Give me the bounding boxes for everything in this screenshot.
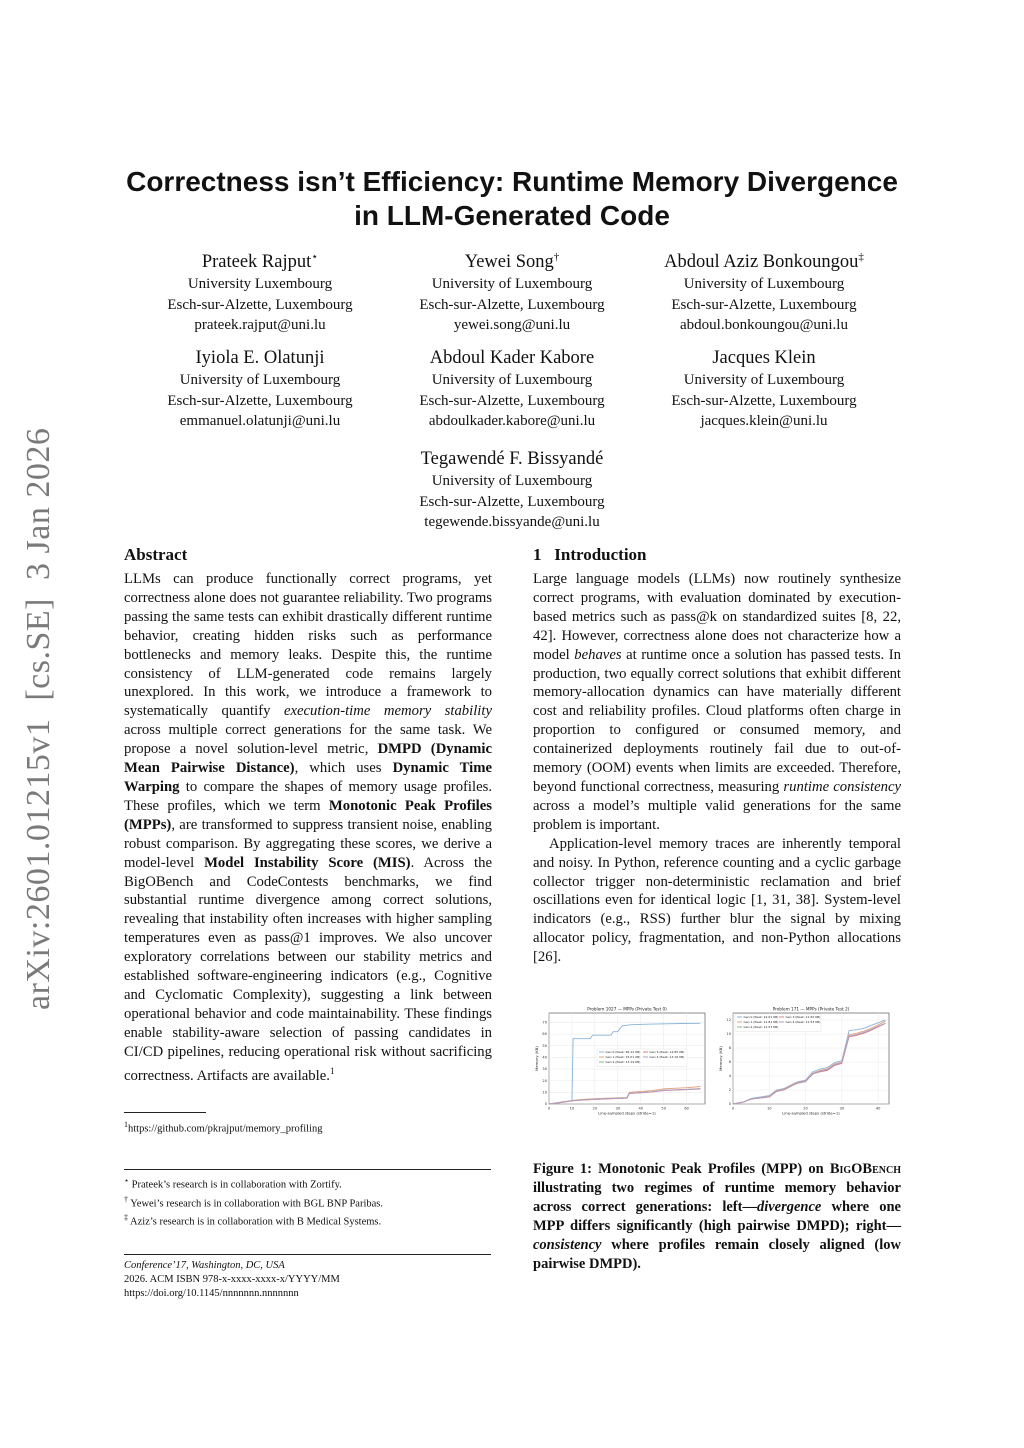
author-name: Abdoul Aziz Bonkoungou [664, 252, 859, 273]
y-tick-label: 4 [728, 1074, 731, 1079]
title-line-1: Correctness isn’t Efficiency: Runtime Memory Divergence [126, 166, 898, 197]
author-location: Esch-sur-Alzette, Luxembourg [167, 296, 353, 313]
x-tick-label: 0 [731, 1106, 735, 1111]
legend-entry: Gen 0 (Peak: 12.01 KB) [743, 1015, 779, 1020]
abstract-heading: Abstract [124, 545, 188, 564]
author-affiliation: University of Luxembourg [683, 276, 845, 293]
x-tick-label: 30 [839, 1106, 845, 1111]
chart-title: Problem 1027 — MPPs (Private Test 0) [587, 1006, 667, 1012]
x-tick-label: 20 [803, 1106, 808, 1111]
author-email: jacques.klein@uni.lu [700, 413, 828, 429]
author-block-5 [386, 346, 638, 432]
author-notes [124, 1174, 491, 1230]
x-tick-label: 60 [684, 1106, 689, 1111]
author-mark: ⋆ [311, 251, 319, 263]
author-affiliation: University Luxembourg [187, 276, 333, 293]
author-affiliation: University of Luxembourg [683, 372, 845, 388]
y-tick-label: 40 [542, 1055, 547, 1060]
legend-entry: Gen 4 (Peak: 11.53 KB) [785, 1020, 821, 1025]
author-location: Esch-sur-Alzette, Luxembourg [419, 296, 605, 313]
legend-entry: Gen 2 (Peak: 11.53 KB) [743, 1025, 779, 1030]
y-tick-label: 8 [728, 1046, 731, 1051]
legend-entry: Gen 1 (Peak: 11.81 KB) [743, 1020, 779, 1025]
author-email: yewei.song@uni.lu [453, 317, 571, 334]
conference-info [124, 1259, 491, 1301]
abstract-section [124, 544, 492, 1085]
author-affiliation: University of Luxembourg [431, 276, 593, 293]
x-tick-label: 40 [875, 1106, 881, 1111]
x-tick-label: 30 [615, 1106, 621, 1111]
y-tick-label: 12 [726, 1018, 731, 1023]
author-notes-rule [124, 1169, 491, 1170]
x-tick-label: 10 [766, 1106, 772, 1111]
y-tick-label: 10 [726, 1032, 731, 1037]
y-axis-label: Memory (KB) [534, 1046, 539, 1071]
author-name: Jacques Klein [712, 348, 816, 368]
author-location: Esch-sur-Alzette, Luxembourg [671, 296, 857, 313]
author-email: tegewende.bissyande@uni.lu [424, 514, 600, 530]
chart-title: Problem 171 — MPPs (Private Test 2) [772, 1006, 850, 1012]
conference-doi: https://doi.org/10.1145/nnnnnnn.nnnnnnn [124, 1288, 299, 1299]
legend-entry: Gen 3 (Peak: 11.50 KB) [785, 1015, 821, 1020]
arxiv-identifier-stamp: arXiv:2601.01215v1 [cs.SE] 3 Jan 2026 [20, 427, 57, 1010]
title-line-2: in LLM-Generated Code [354, 200, 670, 231]
footnote-rule [124, 1112, 206, 1113]
y-tick-label: 60 [542, 1032, 547, 1037]
y-tick-label: 0 [544, 1102, 547, 1107]
abstract-text: LLMs can produce functionally correct programs, yet correctness alone does not guarantee reliability. Two programs passing the same tests can exhibit drastically different runtime behavior, creating hidden risks such as performance bottlenecks and memory leaks. Despite this, the runtime consistency of LLM-generated code remains largely unexplored. In this work, we introduce a framework to systematically quantify execution-time memory stability across multiple correct generations for the same task. We propose a novel solution-level metric, DMPD (Dynamic Mean Pairwise Distance), which uses Dynamic Time Warping to compare the shapes of memory usage profiles. These profiles, which we term Monotonic Peak Profiles (MPPs), are transformed to suppress transient noise, enabling robust comparison. By aggregating these scores, we derive a model-level Model Instability Score (MIS). Across the BigOBench and CodeContests benchmarks, we find substantial runtime divergence among correct solutions, revealing that instability often increases with higher sampling temperatures even as pass@1 improves. We also uncover exploratory correlations between our stability metrics and established software-engineering indicators (e.g., Cognitive and Cyclomatic Complexity), suggesting a link between operational behavior and code maintainability. These findings enable stability-aware selection of passing candidates in CI/CD pipelines, reducing operational risk without sacrificing correctness. Artifacts are available.$^1$ [124, 571, 493, 1084]
author-location: Esch-sur-Alzette, Luxembourg [419, 493, 605, 510]
legend-entry: Gen 2 (Peak: 13.19 KB) [605, 1060, 641, 1065]
author-block-6 [638, 346, 890, 432]
conference-isbn: 2026. ACM ISBN 978-x-xxxx-xxxx-x/YYYY/MM [124, 1274, 340, 1285]
author-location: Esch-sur-Alzette, Luxembourg [671, 392, 857, 409]
author-block-1 [134, 245, 386, 336]
author-name: Prateek Rajput [201, 252, 312, 273]
author-note: ‡ Aziz’s research is in collaboration with B Medical Systems. [124, 1213, 382, 1228]
x-tick-label: 0 [547, 1106, 551, 1111]
author-name: Tegawendé F. Bissyandé [420, 449, 604, 469]
author-block-4 [134, 346, 386, 432]
author-location: Esch-sur-Alzette, Luxembourg [167, 392, 353, 409]
intro-paragraph-2: Application-level memory traces are inherently temporal and noisy. In Python, reference counting and a cyclic garbage collector trigger non-deterministic reclamation and brief oscillations even for identical logic [1, 31, 38]. System-level indicators (e.g., RSS) further blur the signal by mixing allocator policy, fragmentation, and non-Python allocations [26]. [533, 835, 901, 966]
y-tick-label: 70 [542, 1020, 547, 1025]
author-block-3 [638, 245, 890, 336]
introduction-heading: 1 Introduction [533, 545, 647, 564]
author-block-2 [386, 245, 638, 336]
x-tick-label: 10 [569, 1106, 575, 1111]
introduction-section [533, 544, 901, 967]
conference-rule [124, 1254, 491, 1255]
author-name: Abdoul Kader Kabore [429, 348, 595, 368]
author-email: emmanuel.olatunji@uni.lu [179, 413, 341, 429]
paper-title [110, 165, 914, 233]
x-tick-label: 20 [592, 1106, 598, 1111]
author-name: Iyiola E. Olatunji [195, 348, 325, 368]
x-axis-label: Line-sampled steps (stride=1) [598, 1110, 656, 1116]
author-location: Esch-sur-Alzette, Luxembourg [419, 392, 605, 409]
y-tick-label: 2 [728, 1088, 731, 1093]
legend-entry: Gen 3 (Peak: 12.85 KB) [649, 1050, 685, 1055]
y-tick-label: 50 [542, 1043, 547, 1048]
legend-entry: Gen 1 (Peak: 15.01 KB) [605, 1055, 641, 1060]
intro-paragraph-1: Large language models (LLMs) now routinely synthesize correct programs, with evaluation dominated by execution-based metrics such as pass@k on standardized suites [8, 22, 42]. However, correctness alone does not characterize how a model behaves at runtime once a solution has passed tests. In production, two equally correct solutions that exhibit different memory-allocation dynamics can have materially different cost and reliability profiles. Cloud platforms often charge in proportion to configured or consumed memory, and containerized deployments routinely fail due to out-of-memory (OOM) events when limits are exceeded. Therefore, beyond functional correctness, measuring runtime consistency across a model’s multiple valid generations for the same problem is important. [533, 571, 901, 833]
author-affiliation: University of Luxembourg [431, 473, 593, 489]
x-tick-label: 40 [638, 1106, 644, 1111]
conference-venue: Conference’17, Washington, DC, USA [124, 1260, 285, 1271]
footnote-url: $^1$https://github.com/pkrajput/memory_profiling [124, 1120, 323, 1135]
y-tick-label: 30 [542, 1067, 547, 1072]
legend-entry: Gen 0 (Peak: 69.12 KB) [605, 1050, 641, 1055]
y-tick-label: 20 [542, 1078, 547, 1083]
author-email: prateek.rajput@uni.lu [194, 317, 326, 334]
x-tick-label: 50 [661, 1106, 666, 1111]
author-affiliation: University of Luxembourg [431, 372, 593, 388]
author-email: abdoul.bonkoungou@uni.lu [680, 317, 848, 334]
author-mark: † [553, 251, 560, 263]
author-note: ⋆ Prateek’s research is in collaboration with Zortify. [124, 1176, 342, 1191]
x-axis-label: Line-sampled steps (stride=1) [782, 1110, 840, 1116]
author-affiliation: University of Luxembourg [179, 372, 341, 388]
legend-entry: Gen 4 (Peak: 13.16 KB) [649, 1055, 685, 1060]
y-tick-label: 6 [728, 1060, 731, 1065]
y-tick-label: 0 [728, 1102, 731, 1107]
figure-panel-right [717, 1004, 897, 1116]
footnote-marker: 1 [329, 1065, 335, 1076]
y-tick-label: 10 [542, 1090, 547, 1095]
author-note: † Yewei’s research is in collaboration with BGL BNP Paribas. [124, 1194, 383, 1209]
author-block-7 [386, 447, 638, 533]
figure-panel-left [533, 1004, 713, 1116]
author-email: abdoulkader.kabore@uni.lu [428, 413, 596, 429]
figure-caption: Figure 1: Monotonic Peak Profiles (MPP) on BigOBench illustrating two regimes of runtime memory behavior across correct generations: left—divergence where one MPP differs significantly (high pairwise DMPD); right—consistency where profiles remain closely aligned (low pairwise DMPD). [533, 1161, 901, 1272]
author-name: Yewei Song [464, 252, 554, 273]
y-axis-label: Memory (KB) [718, 1046, 723, 1071]
author-mark: ‡ [858, 251, 864, 263]
